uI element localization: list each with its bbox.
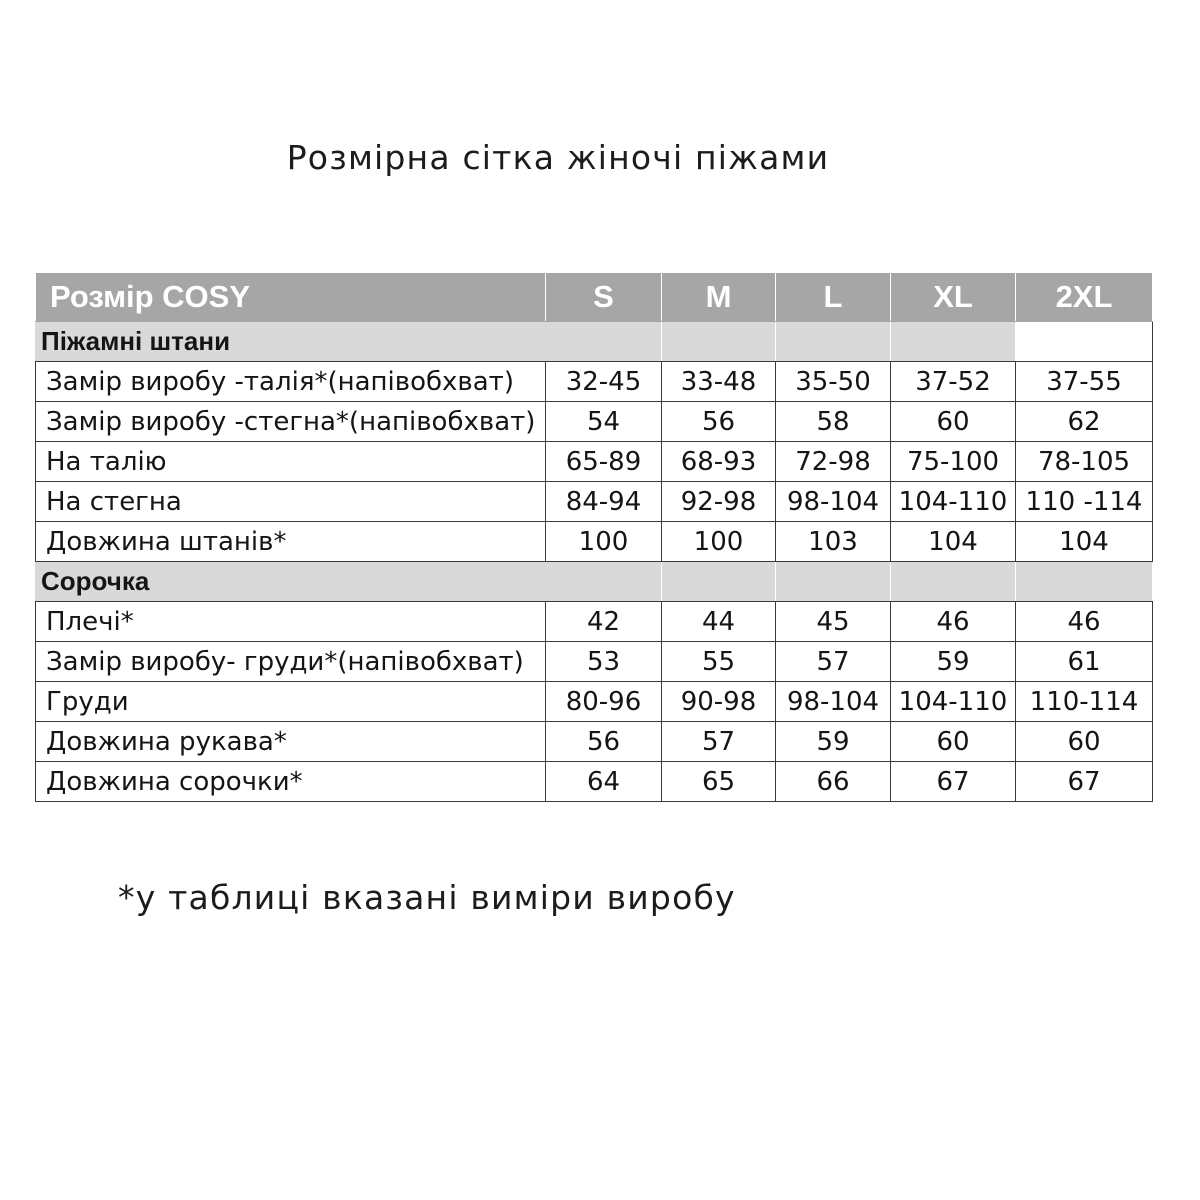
cell-value: 60	[891, 722, 1016, 762]
section-cell	[891, 562, 1016, 602]
cell-value: 44	[662, 602, 776, 642]
cell-value: 56	[546, 722, 662, 762]
cell-value: 53	[546, 642, 662, 682]
row-label: Плечі*	[36, 602, 546, 642]
header-size-l: L	[776, 273, 891, 322]
section-cell	[662, 322, 776, 362]
section-cell	[546, 562, 662, 602]
table-row	[36, 442, 1153, 482]
cell-value: 80-96	[546, 682, 662, 722]
row-label: Довжина штанів*	[36, 522, 546, 562]
cell-value: 37-52	[891, 362, 1016, 402]
cell-value: 33-48	[662, 362, 776, 402]
cell-value: 65-89	[546, 442, 662, 482]
cell-value: 66	[776, 762, 891, 802]
cell-value: 92-98	[662, 482, 776, 522]
header-size-label: Розмір COSY	[36, 273, 546, 322]
section-cell	[776, 562, 891, 602]
cell-value: 35-50	[776, 362, 891, 402]
section-cell	[891, 322, 1016, 362]
cell-value: 78-105	[1016, 442, 1153, 482]
cell-value: 60	[891, 402, 1016, 442]
cell-value: 55	[662, 642, 776, 682]
cell-value: 37-55	[1016, 362, 1153, 402]
cell-value: 90-98	[662, 682, 776, 722]
cell-value: 110 -114	[1016, 482, 1153, 522]
row-label: Довжина сорочки*	[36, 762, 546, 802]
cell-value: 100	[546, 522, 662, 562]
cell-value: 42	[546, 602, 662, 642]
cell-value: 100	[662, 522, 776, 562]
cell-value: 84-94	[546, 482, 662, 522]
cell-value: 67	[1016, 762, 1153, 802]
header-size-m: M	[662, 273, 776, 322]
row-label: Довжина рукава*	[36, 722, 546, 762]
table-row	[36, 762, 1153, 802]
row-label: Замір виробу -стегна*(напівобхват)	[36, 402, 546, 442]
row-label: На талію	[36, 442, 546, 482]
row-label: Замір виробу -талія*(напівобхват)	[36, 362, 546, 402]
cell-value: 57	[776, 642, 891, 682]
section-cell	[662, 562, 776, 602]
cell-value: 58	[776, 402, 891, 442]
cell-value: 103	[776, 522, 891, 562]
cell-value: 59	[891, 642, 1016, 682]
cell-value: 61	[1016, 642, 1153, 682]
table-row	[36, 682, 1153, 722]
table-row	[36, 402, 1153, 442]
cell-value: 104-110	[891, 682, 1016, 722]
cell-value: 60	[1016, 722, 1153, 762]
table-row	[36, 602, 1153, 642]
section-title-shirt: Сорочка	[36, 562, 546, 602]
cell-value: 67	[891, 762, 1016, 802]
cell-value: 98-104	[776, 682, 891, 722]
header-size-s: S	[546, 273, 662, 322]
cell-value: 62	[1016, 402, 1153, 442]
cell-value: 98-104	[776, 482, 891, 522]
cell-value: 54	[546, 402, 662, 442]
table-row	[36, 522, 1153, 562]
cell-value: 57	[662, 722, 776, 762]
section-cell	[776, 322, 891, 362]
size-chart-table	[35, 272, 1153, 802]
cell-value: 104	[891, 522, 1016, 562]
cell-value: 59	[776, 722, 891, 762]
table-header-row	[36, 273, 1153, 322]
cell-value: 104-110	[891, 482, 1016, 522]
cell-value: 46	[1016, 602, 1153, 642]
cell-value: 32-45	[546, 362, 662, 402]
cell-value: 46	[891, 602, 1016, 642]
table-row	[36, 482, 1153, 522]
cell-value: 45	[776, 602, 891, 642]
section-cell	[546, 322, 662, 362]
row-label: На стегна	[36, 482, 546, 522]
cell-value: 104	[1016, 522, 1153, 562]
cell-value: 64	[546, 762, 662, 802]
page-title: Розмірна сітка жіночі піжами	[286, 138, 830, 177]
cell-value: 75-100	[891, 442, 1016, 482]
section-row-pants	[36, 322, 1153, 362]
table-row	[36, 362, 1153, 402]
cell-value: 72-98	[776, 442, 891, 482]
cell-value: 65	[662, 762, 776, 802]
section-title-pants: Піжамні штани	[36, 322, 546, 362]
header-size-2xl: 2XL	[1016, 273, 1153, 322]
cell-value: 110-114	[1016, 682, 1153, 722]
cell-value: 56	[662, 402, 776, 442]
footnote: *у таблиці вказані виміри виробу	[118, 878, 736, 917]
section-row-shirt	[36, 562, 1153, 602]
row-label: Груди	[36, 682, 546, 722]
row-label: Замір виробу- груди*(напівобхват)	[36, 642, 546, 682]
table-row	[36, 642, 1153, 682]
section-cell-blank	[1016, 322, 1153, 362]
section-cell	[1016, 562, 1153, 602]
cell-value: 68-93	[662, 442, 776, 482]
table-row	[36, 722, 1153, 762]
header-size-xl: XL	[891, 273, 1016, 322]
